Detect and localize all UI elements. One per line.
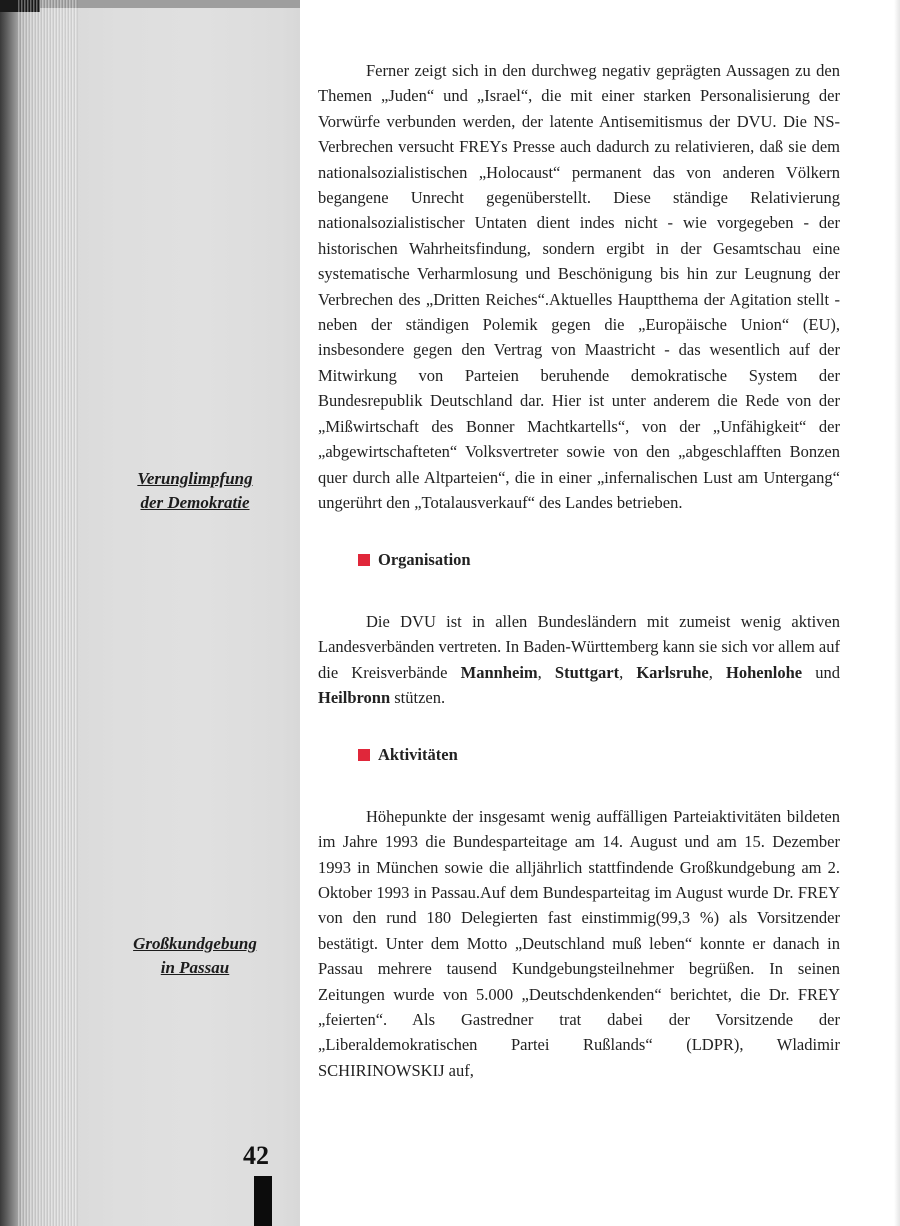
place-name: Karlsruhe bbox=[636, 662, 709, 682]
section-heading-label: Organisation bbox=[378, 550, 471, 570]
margin-note-verunglimpfung bbox=[110, 467, 280, 515]
page-number: 42 bbox=[243, 1141, 269, 1170]
section-heading-aktivitaeten bbox=[358, 742, 840, 767]
text-run: , bbox=[619, 662, 637, 682]
margin-note-grosskundgebung bbox=[110, 932, 280, 980]
paragraph: Ferner zeigt sich in den durchweg negativ geprägten Aussagen zu den Themen „Juden“ und „Israel“, die mit einer starken Personalisierung der Vorwürfe verbunden werden, der latente Antisemitismus der DVU. Die NS-Verbrechen versucht FREYs Presse auch dadurch zu relativieren, daß sie dem nationalsozialistischen „Holocaust“ permanent das von anderen Völkern begangene Unrecht gegenüberstellt. Diese ständige Relativierung nationalsozialistischer Untaten dient indes nicht - wie vorgegeben - der historischen Wahrheitsfindung, sondern ergibt in der Gesamtschau eine systematische Verharmlosung und Beschönigung bis hin zur Leugnung der Verbrechen des „Dritten Reiches“.Aktuelles Hauptthema der Agitation stellt - neben der ständigen Polemik gegen die „Europäische Union“ (EU), insbesondere gegen den Vertrag von Maastricht - das wesentlich auf der Mitwirkung von Parteien beruhende demokratische System der Bundesrepublik Deutschland dar. Hier ist unter anderem die Rede von der „Mißwirtschaft des Bonner Machtkartells“, von der „Unfähigkeit“ der „abgewirtschafteten“ Volksvertreter sowie von den „abgeschlafften Bonzen quer durch alle Altparteien“, die in einer „infernalischen Lust am Untergang“ ungerührt den „Totalausverkauf“ des Landes betrieben. bbox=[318, 61, 840, 512]
main-text bbox=[318, 58, 840, 1083]
paragraph: Höhepunkte der insgesamt wenig auffälligen Parteiaktivitäten bildeten im Jahre 1993 die Bundesparteitage am 14. August und am 15. Dezember 1993 in München sowie die alljährlich stattfindende Großkundgebung am 2. Oktober 1993 in Passau.Auf dem Bundesparteitag im August wurde Dr. FREY von den rund 180 Delegierten fast einstimmig(99,3 %) als Vorsitzender bestätigt. Unter dem Motto „Deutschland muß leben“ konnte er danach in Passau mehrere tausend Kundgebungsteilnehmer begrüßen. In seinen Zeitungen wurde von 5.000 „Deutschdenkenden“ berichtet, die Dr. FREY „feierten“. Als Gastredner trat dabei der Vorsitzende der „Liberaldemokratischen Partei Rußlands“ (LDPR), Wladimir SCHIRINOWSKIJ auf, bbox=[318, 806, 840, 1080]
section-heading-organisation bbox=[358, 547, 840, 572]
page-number-bar bbox=[254, 1176, 272, 1226]
page-edges bbox=[18, 0, 78, 1226]
margin-note-line: der Demokratie bbox=[140, 493, 250, 512]
place-name: Stuttgart bbox=[554, 662, 620, 682]
red-square-bullet-icon bbox=[358, 554, 370, 566]
margin-note-line: Verunglimpfung bbox=[137, 469, 253, 488]
book-binding bbox=[0, 0, 300, 1226]
text-run: , bbox=[537, 662, 555, 682]
place-name: Mannheim bbox=[460, 662, 538, 682]
text-run: stützen. bbox=[390, 687, 446, 707]
paragraph bbox=[318, 609, 840, 711]
section-heading-label: Aktivitäten bbox=[378, 745, 458, 765]
place-name: Hohenlohe bbox=[726, 662, 803, 682]
red-square-bullet-icon bbox=[358, 749, 370, 761]
place-name: Heilbronn bbox=[318, 687, 391, 707]
text-run: , bbox=[708, 662, 727, 682]
text-run: und bbox=[802, 662, 841, 682]
text-run: Die DVU ist in allen Bundesländern mit zumeist wenig aktiven Landesverbänden vertreten. In Baden-Württemberg kann sie sich vor allem auf die Kreisverbände bbox=[318, 611, 840, 682]
page-right-edge bbox=[894, 0, 900, 1226]
margin-note-line: in Passau bbox=[160, 958, 230, 977]
margin-note-line: Großkundgebung bbox=[133, 934, 257, 953]
